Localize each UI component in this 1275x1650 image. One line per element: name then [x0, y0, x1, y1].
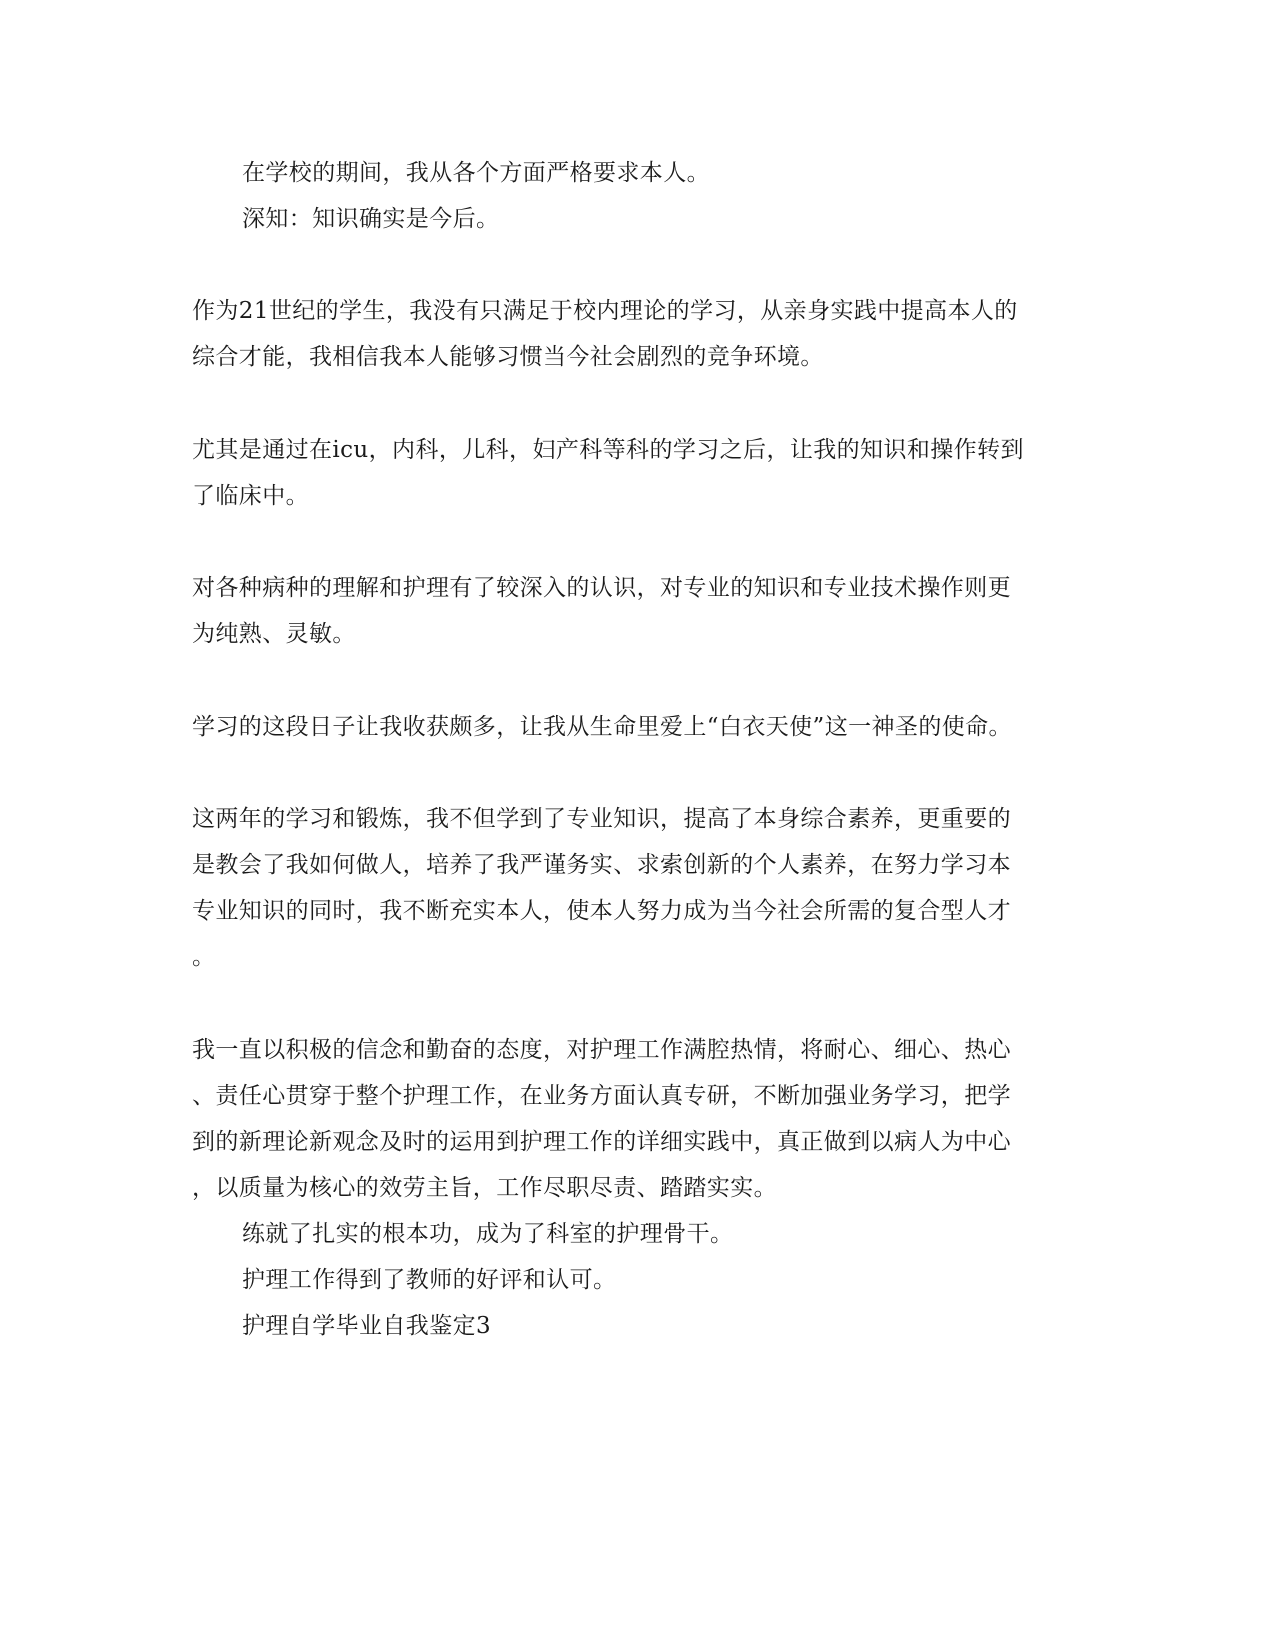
section-heading: 护理自学毕业自我鉴定3: [242, 1313, 492, 1339]
paragraph-line: 是教会了我如何做人，培养了我严谨务实、求索创新的个人素养，在努力学习本: [192, 852, 1011, 878]
paragraph-line: 我一直以积极的信念和勤奋的态度，对护理工作满腔热情，将耐心、细心、热心: [192, 1037, 1011, 1063]
paragraph-line: 。: [192, 944, 216, 970]
paragraph-line: 护理工作得到了教师的好评和认可。: [242, 1267, 617, 1293]
paragraph-line: 为纯熟、灵敏。: [192, 621, 356, 647]
paragraph-line: 了临床中。: [192, 483, 309, 509]
paragraph-line: 综合才能，我相信我本人能够习惯当今社会剧烈的竞争环境。: [192, 344, 824, 370]
paragraph-line: 作为21世纪的学生，我没有只满足于校内理论的学习，从亲身实践中提高本人的: [192, 298, 1018, 324]
paragraph-line: 尤其是通过在icu，内科，儿科，妇产科等科的学习之后，让我的知识和操作转到: [192, 437, 1024, 463]
paragraph-line: 专业知识的同时，我不断充实本人，使本人努力成为当今社会所需的复合型人才: [192, 898, 1011, 924]
paragraph-line: ，以质量为核心的效劳主旨，工作尽职尽责、踏踏实实。: [192, 1175, 777, 1201]
paragraph-line: 到的新理论新观念及时的运用到护理工作的详细实践中，真正做到以病人为中心: [192, 1129, 1011, 1155]
paragraph-line: 这两年的学习和锻炼，我不但学到了专业知识，提高了本身综合素养，更重要的: [192, 806, 1011, 832]
paragraph-line: 学习的这段日子让我收获颇多，让我从生命里爱上“白衣天使”这一神圣的使命。: [192, 714, 1012, 740]
paragraph-line: 、责任心贯穿于整个护理工作，在业务方面认真专研，不断加强业务学习，把学: [192, 1083, 1011, 1109]
paragraph-line: 在学校的期间，我从各个方面严格要求本人。: [242, 160, 710, 186]
paragraph-line: 对各种病种的理解和护理有了较深入的认识，对专业的知识和专业技术操作则更: [192, 575, 1011, 601]
paragraph-line: 练就了扎实的根本功，成为了科室的护理骨干。: [242, 1221, 734, 1247]
paragraph-line: 深知：知识确实是今后。: [242, 206, 500, 232]
